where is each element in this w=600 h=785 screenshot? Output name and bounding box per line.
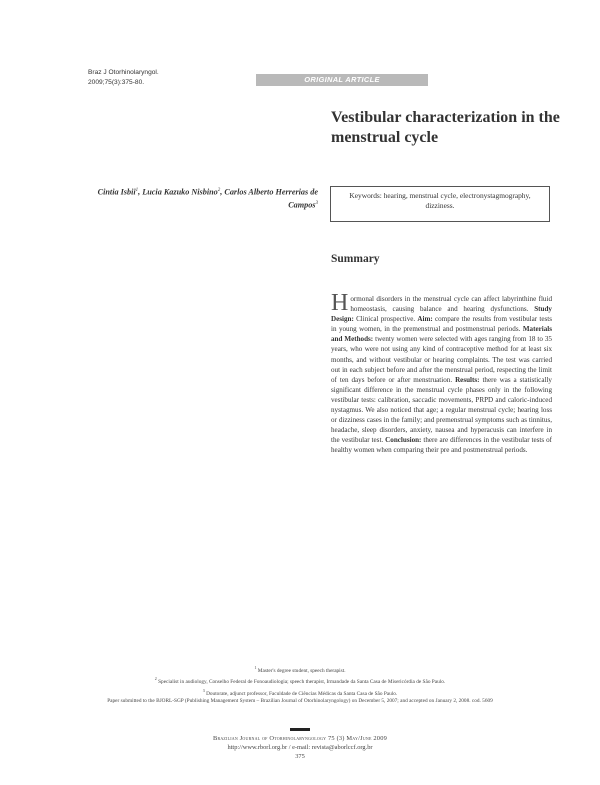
- author-name: Carlos Alberto Herrerias de Campos: [224, 187, 318, 210]
- journal-reference: [88, 68, 159, 88]
- results-label: Results:: [455, 375, 480, 384]
- footnote: [60, 687, 540, 698]
- page-footer: [150, 734, 450, 762]
- article-title: Vestibular characterization in the menstrual cycle: [331, 109, 560, 146]
- footnote-mark: 1: [254, 665, 257, 670]
- submission-note: Paper submitted to the BJORL-SGP (Publishing Management System – Brazilian Journal of Otorhinolaryngology) on December 5, 2007; and accepted on January 2, 2008. cod. 5609: [107, 698, 493, 705]
- footnotes: [60, 664, 540, 706]
- journal-name: Braz J Otorhinolaryngol.: [88, 69, 159, 76]
- journal-volume: 2009;75(3):375-80.: [88, 79, 145, 86]
- footnote-mark: 3: [202, 687, 205, 693]
- footer-links[interactable]: http://www.rborl.org.br / e-mail: revista@aborlccf.org.br: [227, 744, 373, 752]
- drop-cap: H: [331, 290, 349, 316]
- aim-label: Aim:: [417, 315, 433, 324]
- author-affiliation-mark: 2: [217, 188, 221, 193]
- keywords-box: [330, 186, 550, 222]
- footnote-text: Specialist in audiology, Conselho Federal de Fonoaudiologia; speech therapist, Irmandade da Santa Casa de Misericórdia de São Paulo.: [158, 679, 446, 686]
- summary-text: [331, 290, 552, 456]
- study-design-text: Clinical prospective.: [356, 315, 416, 324]
- footnote-text: Master's degree student, speech therapist.: [257, 667, 346, 674]
- summary-intro: ormonal disorders in the menstrual cycle can affect labyrinthine fluid homeostasis, causing balance and hearing dysfunctions.: [350, 295, 552, 314]
- methods-text: twenty women were selected with ages ranging from 18 to 35 years, who were not using any kind of contraceptive method for at least six months, and without vestibular or hearing complaints. The test was carried out in each subject before and after the menstrual period, respecting the limit of ten days before or after menstruation.: [331, 335, 552, 384]
- conclusion-label: Conclusion:: [385, 436, 422, 445]
- section-label: ORIGINAL ARTICLE: [304, 75, 380, 84]
- results-text: there was a statistically significant difference in the menstrual cycle phases only in the following vestibular tests: calibration, saccadic movements, PRPD and caloric-induced nystagmus. We also noticed that age; a regular menstrual cycle; hearing loss or dizziness cases in the family; and premenstrual symptoms such as tinnitus, headache, sleep disorders, anxiety, nausea and hyperacusis can interfere in the vestibular test.: [331, 375, 552, 445]
- aim-text: compare the results from vestibular tests in young women, in the premenstrual and postmenstrual periods.: [331, 315, 552, 334]
- author-list: Cintia Isbii$^1$, Lucia Kazuko Nisbino$^2$, Carlos Alberto Herrerias de Campos$^3$: [97, 187, 318, 210]
- footnote: [60, 664, 540, 675]
- footnote-text: Doutorate, adjunct professor, Faculdade de Ciências Médicas da Santa Casa de São Paulo.: [206, 690, 398, 697]
- footer-journal: Brazilian Journal of Otorhinolaryngology 75 (3) May/June 2009: [213, 735, 387, 742]
- page-number: 375: [295, 753, 305, 761]
- footnote: [60, 675, 540, 686]
- study-design-label: Study Design:: [331, 305, 552, 324]
- author-name: Cintia Isbii: [97, 187, 136, 197]
- conclusion-text: there are differences in the vestibular tests of healthy women when comparing their pre and postmenstrual periods.: [331, 436, 552, 455]
- methods-label: Materials and Methods:: [331, 325, 552, 344]
- author-affiliation-mark: 1: [135, 188, 139, 193]
- footnote-mark: 2: [154, 676, 157, 682]
- summary-heading: Summary: [331, 253, 380, 265]
- section-banner: [256, 74, 428, 86]
- footer-divider: [290, 728, 310, 731]
- author-affiliation-mark: 3: [315, 201, 318, 207]
- author-name: Lucia Kazuko Nisbino: [142, 187, 218, 197]
- keywords-text: Keywords: hearing, menstrual cycle, electronystagmography, dizziness.: [349, 191, 531, 210]
